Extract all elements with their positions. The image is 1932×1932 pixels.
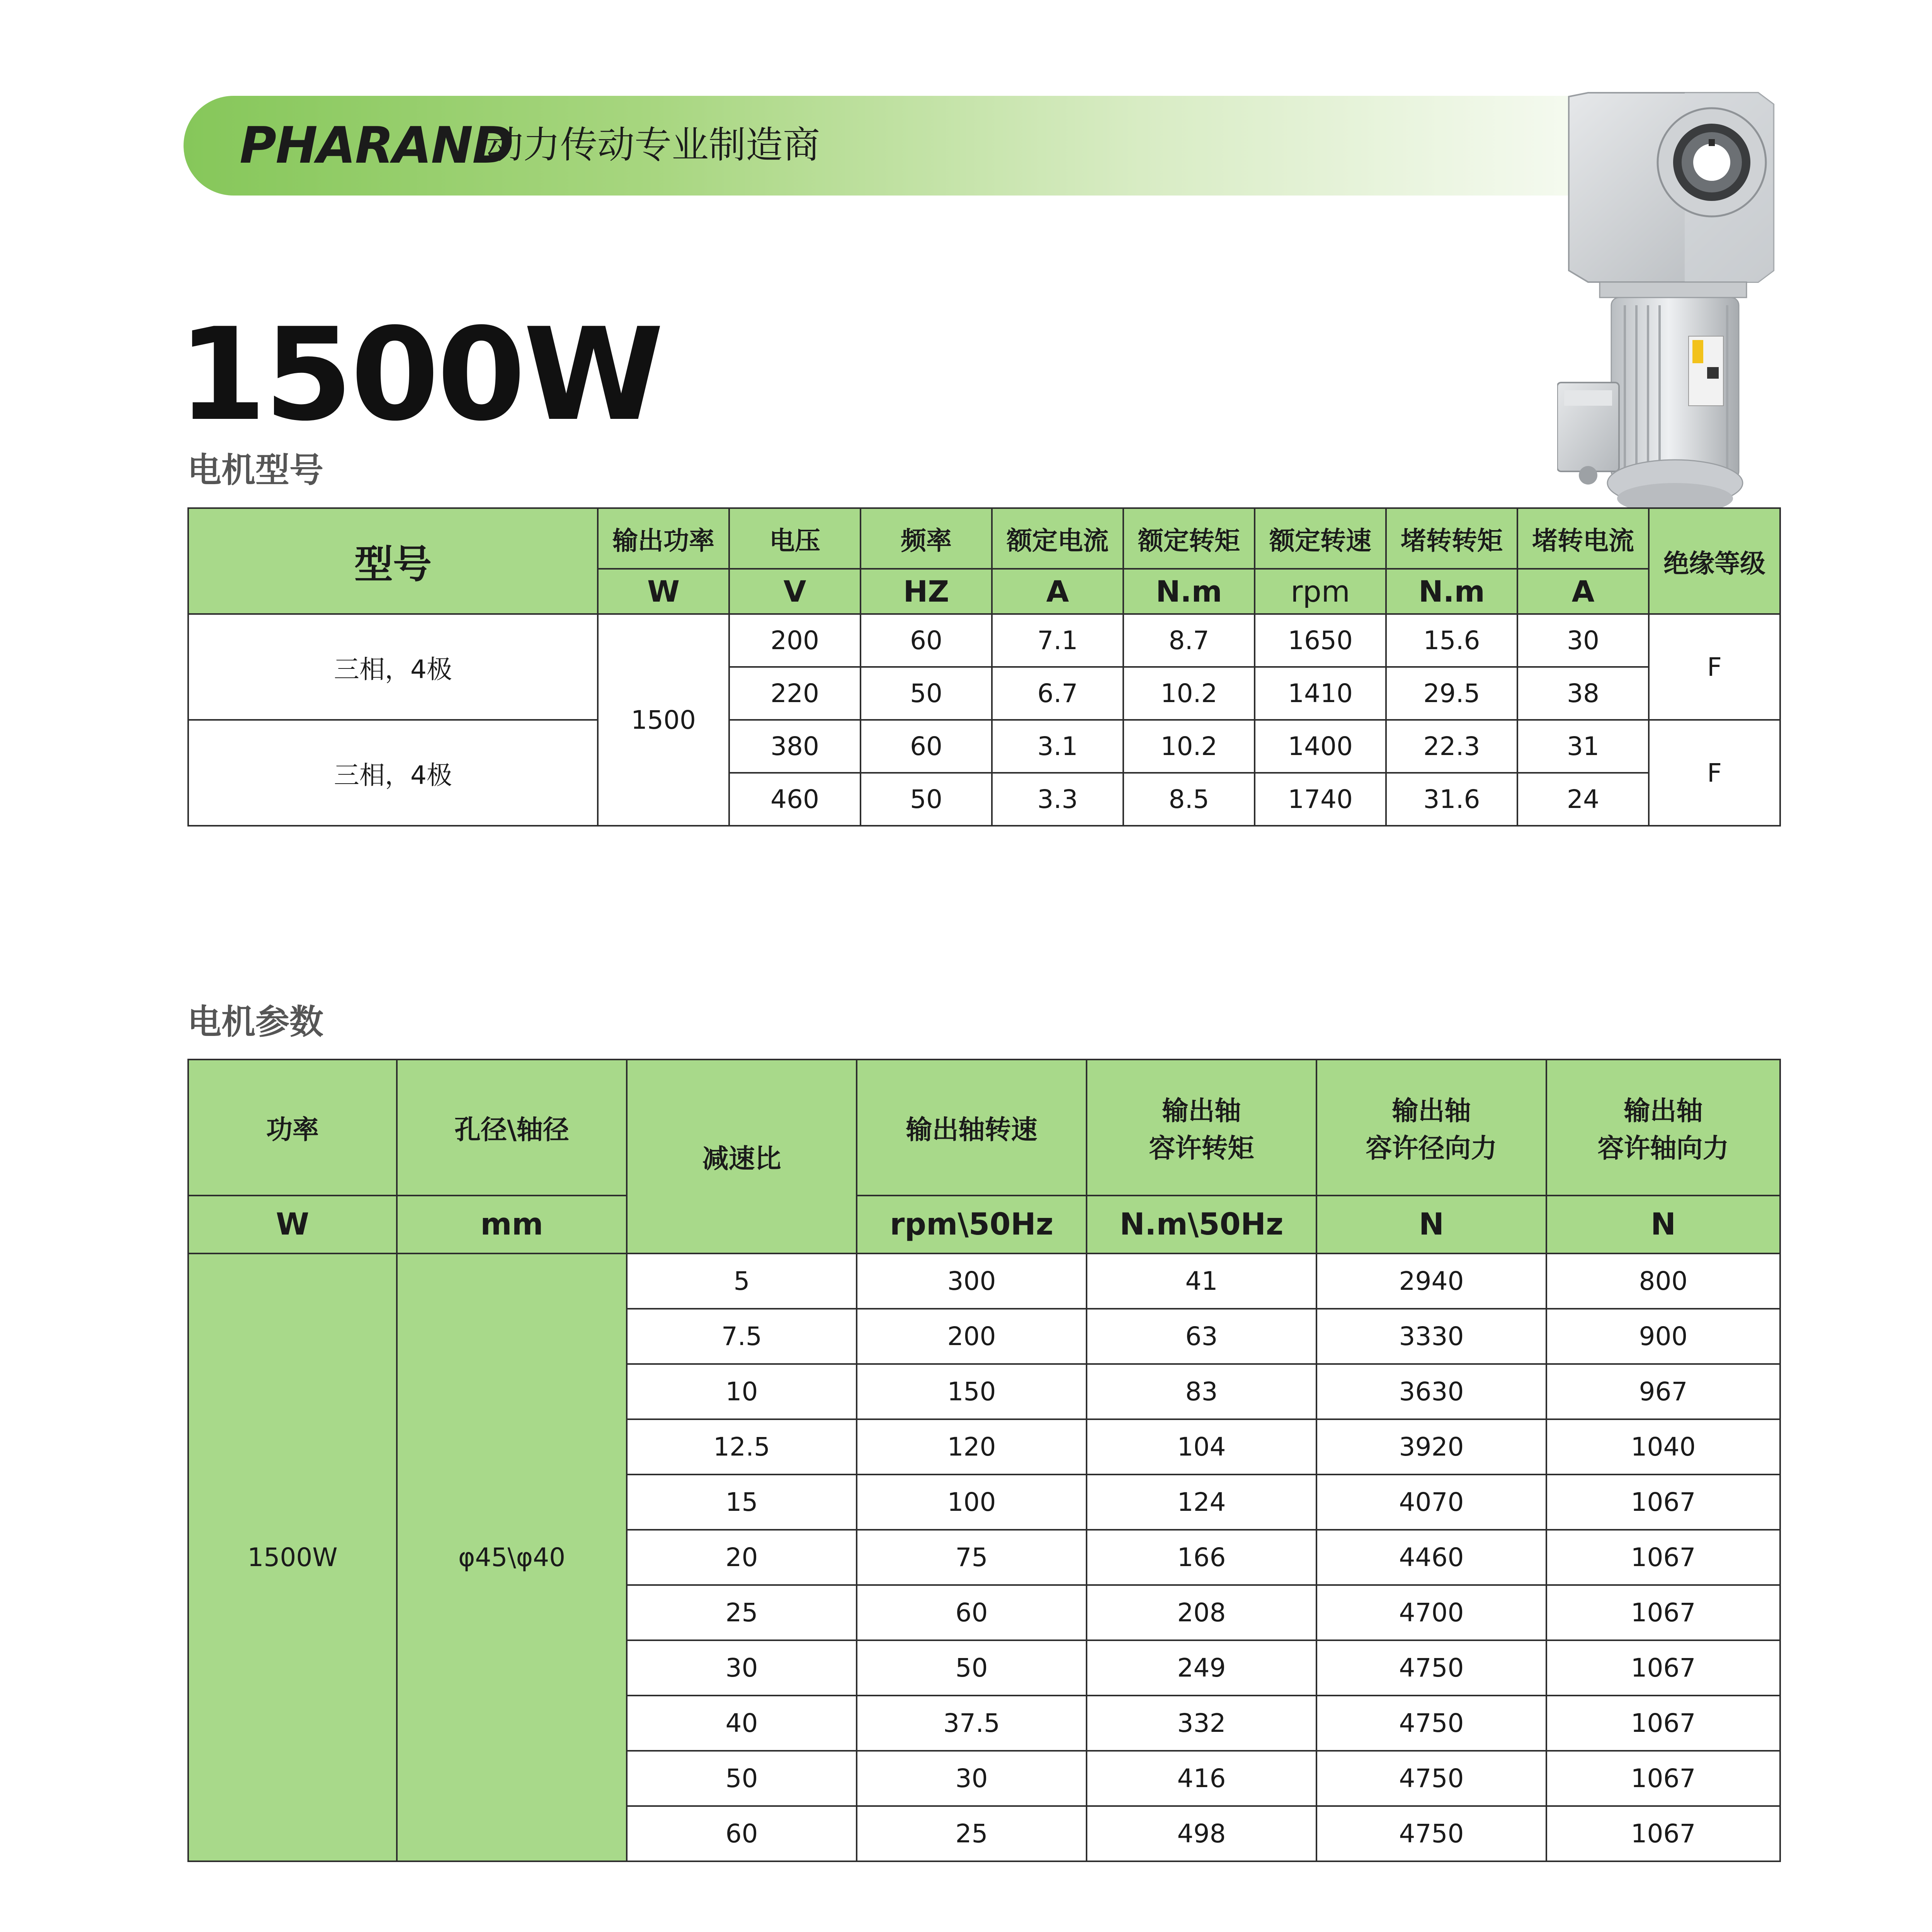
col-header-torque: 额定转矩 [1123, 508, 1255, 569]
unit-voltage: V [729, 569, 861, 614]
unit-power: W [598, 569, 729, 614]
type-header: 型号 [188, 508, 598, 614]
torque-cell: 104 [1087, 1419, 1316, 1475]
unit-torque: N.m [1123, 569, 1255, 614]
header-axial-load [1546, 1060, 1780, 1196]
voltage-cell: 380 [729, 720, 861, 773]
header-slogan: 动力传动专业制造商 [486, 123, 820, 167]
ratio-cell: 50 [627, 1751, 857, 1806]
stall-current-cell: 31 [1517, 720, 1649, 773]
radial-cell: 4460 [1316, 1530, 1546, 1585]
torque-cell: 332 [1087, 1696, 1316, 1751]
header-axial-line1: 输出轴 [1624, 1096, 1703, 1126]
header-radial-line2: 容许径向力 [1366, 1133, 1497, 1164]
torque-cell: 208 [1087, 1585, 1316, 1640]
brand-logo: PHARAND [240, 116, 514, 175]
col-header-power: 输出功率 [598, 508, 729, 569]
header-output-speed: 输出轴转速 [857, 1060, 1087, 1196]
stall-torque-cell: 22.3 [1386, 720, 1517, 773]
param-header-row [188, 1060, 1780, 1196]
torque-cell: 8.7 [1123, 614, 1255, 667]
speed-cell: 100 [857, 1475, 1087, 1530]
header-torque-line1: 输出轴 [1162, 1096, 1241, 1126]
power-value-cell: 1500W [188, 1253, 397, 1861]
speed-cell: 37.5 [857, 1696, 1087, 1751]
model-type-cell: 三相，4极 [188, 720, 598, 826]
torque-cell: 166 [1087, 1530, 1316, 1585]
radial-cell: 4750 [1316, 1640, 1546, 1696]
torque-cell: 416 [1087, 1751, 1316, 1806]
unit-radial: N [1316, 1196, 1546, 1253]
axial-cell: 1067 [1546, 1751, 1780, 1806]
radial-cell: 4750 [1316, 1806, 1546, 1861]
frequency-cell: 60 [861, 720, 992, 773]
insulation-cell: F [1649, 720, 1780, 826]
radial-cell: 4070 [1316, 1475, 1546, 1530]
axial-cell: 800 [1546, 1253, 1780, 1309]
power-cell: 1500 [598, 614, 729, 826]
radial-cell: 3630 [1316, 1364, 1546, 1419]
speed-cell: 60 [857, 1585, 1087, 1640]
speed-cell: 300 [857, 1253, 1087, 1309]
voltage-cell: 200 [729, 614, 861, 667]
speed-cell: 120 [857, 1419, 1087, 1475]
table-row [188, 614, 1780, 667]
axial-cell: 1067 [1546, 1806, 1780, 1861]
unit-axial: N [1546, 1196, 1780, 1253]
torque-cell: 8.5 [1123, 773, 1255, 826]
radial-cell: 2940 [1316, 1253, 1546, 1309]
current-cell: 7.1 [992, 614, 1123, 667]
speed-cell: 50 [857, 1640, 1087, 1696]
table-row [188, 720, 1780, 773]
axial-cell: 1067 [1546, 1640, 1780, 1696]
unit-stall-current: A [1517, 569, 1649, 614]
current-cell: 3.3 [992, 773, 1123, 826]
model-section-title: 电机型号 [187, 450, 324, 490]
model-type-cell: 三相，4极 [188, 614, 598, 720]
unit-speed: rpm\50Hz [857, 1196, 1087, 1253]
speed-cell: 1740 [1255, 773, 1386, 826]
header-bore: 孔径\轴径 [397, 1060, 627, 1196]
ratio-cell: 5 [627, 1253, 857, 1309]
axial-cell: 1067 [1546, 1696, 1780, 1751]
ratio-cell: 30 [627, 1640, 857, 1696]
unit-power: W [188, 1196, 397, 1253]
axial-cell: 900 [1546, 1309, 1780, 1364]
current-cell: 3.1 [992, 720, 1123, 773]
axial-cell: 1040 [1546, 1419, 1780, 1475]
axial-cell: 1067 [1546, 1475, 1780, 1530]
torque-cell: 249 [1087, 1640, 1316, 1696]
header-ratio: 减速比 [627, 1060, 857, 1253]
header-power: 功率 [188, 1060, 397, 1196]
radial-cell: 4750 [1316, 1751, 1546, 1806]
unit-frequency: HZ [861, 569, 992, 614]
axial-cell: 1067 [1546, 1585, 1780, 1640]
param-table [187, 1059, 1781, 1862]
speed-cell: 200 [857, 1309, 1087, 1364]
radial-cell: 3330 [1316, 1309, 1546, 1364]
voltage-cell: 460 [729, 773, 861, 826]
frequency-cell: 50 [861, 773, 992, 826]
model-table [187, 507, 1781, 827]
header-allowable-torque [1087, 1060, 1316, 1196]
col-header-stall-current: 堵转电流 [1517, 508, 1649, 569]
radial-cell: 3920 [1316, 1419, 1546, 1475]
ratio-cell: 7.5 [627, 1309, 857, 1364]
torque-cell: 83 [1087, 1364, 1316, 1419]
unit-bore: mm [397, 1196, 627, 1253]
torque-cell: 498 [1087, 1806, 1316, 1861]
ratio-cell: 25 [627, 1585, 857, 1640]
speed-cell: 1400 [1255, 720, 1386, 773]
axial-cell: 1067 [1546, 1530, 1780, 1585]
unit-current: A [992, 569, 1123, 614]
voltage-cell: 220 [729, 667, 861, 720]
speed-cell: 30 [857, 1751, 1087, 1806]
header-torque-line2: 容许转矩 [1149, 1133, 1254, 1164]
radial-cell: 4750 [1316, 1696, 1546, 1751]
unit-speed: rpm [1255, 569, 1386, 614]
ratio-cell: 12.5 [627, 1419, 857, 1475]
axial-cell: 967 [1546, 1364, 1780, 1419]
ratio-cell: 15 [627, 1475, 857, 1530]
col-header-speed: 额定转速 [1255, 508, 1386, 569]
current-cell: 6.7 [992, 667, 1123, 720]
col-header-stall-torque: 堵转转矩 [1386, 508, 1517, 569]
param-unit-row [188, 1196, 1780, 1253]
ratio-cell: 10 [627, 1364, 857, 1419]
torque-cell: 41 [1087, 1253, 1316, 1309]
model-header-row [188, 508, 1780, 569]
speed-cell: 1410 [1255, 667, 1386, 720]
speed-cell: 150 [857, 1364, 1087, 1419]
speed-cell: 1650 [1255, 614, 1386, 667]
bore-value-cell: φ45\φ40 [397, 1253, 627, 1861]
insulation-cell: F [1649, 614, 1780, 720]
col-header-frequency: 频率 [861, 508, 992, 569]
unit-torque: N.m\50Hz [1087, 1196, 1316, 1253]
stall-torque-cell: 31.6 [1386, 773, 1517, 826]
torque-cell: 63 [1087, 1309, 1316, 1364]
header-axial-line2: 容许轴向力 [1597, 1133, 1729, 1164]
speed-cell: 25 [857, 1806, 1087, 1861]
speed-cell: 75 [857, 1530, 1087, 1585]
frequency-cell: 60 [861, 614, 992, 667]
stall-torque-cell: 15.6 [1386, 614, 1517, 667]
ratio-cell: 20 [627, 1530, 857, 1585]
stall-current-cell: 38 [1517, 667, 1649, 720]
col-header-current: 额定电流 [992, 508, 1123, 569]
torque-cell: 124 [1087, 1475, 1316, 1530]
page-title: 1500W [178, 301, 662, 449]
ratio-cell: 60 [627, 1806, 857, 1861]
stall-current-cell: 30 [1517, 614, 1649, 667]
col-header-voltage: 电压 [729, 508, 861, 569]
torque-cell: 10.2 [1123, 720, 1255, 773]
insulation-header: 绝缘等级 [1649, 508, 1780, 614]
table-row [188, 1253, 1780, 1309]
unit-stall-torque: N.m [1386, 569, 1517, 614]
stall-current-cell: 24 [1517, 773, 1649, 826]
param-section-title: 电机参数 [187, 1002, 324, 1042]
ratio-cell: 40 [627, 1696, 857, 1751]
gear-motor-image [1557, 89, 1789, 522]
stall-torque-cell: 29.5 [1386, 667, 1517, 720]
header-radial-line1: 输出轴 [1392, 1096, 1471, 1126]
frequency-cell: 50 [861, 667, 992, 720]
radial-cell: 4700 [1316, 1585, 1546, 1640]
header-radial-load [1316, 1060, 1546, 1196]
torque-cell: 10.2 [1123, 667, 1255, 720]
